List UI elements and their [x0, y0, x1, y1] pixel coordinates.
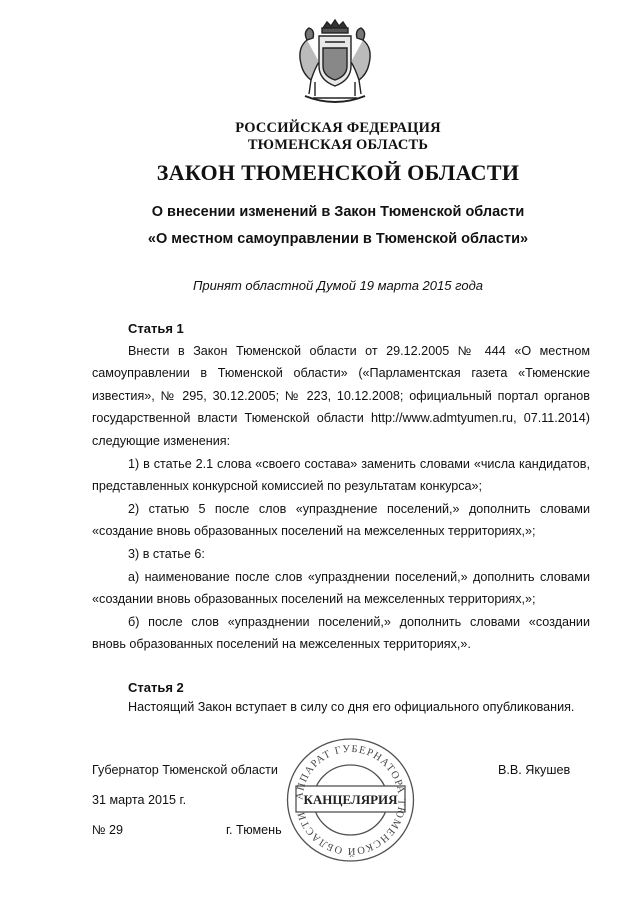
adoption-note: Принят областной Думой 19 марта 2015 года [193, 278, 483, 293]
country-title: РОССИЙСКАЯ ФЕДЕРАЦИЯ [235, 120, 441, 136]
office-stamp [283, 735, 418, 865]
article-1-intro: Внести в Закон Тюменской области от 29.12.2005 № 444 «О местном самоуправлении в Тюменской области» («Парламентская газета «Тюменские известия», № 295, 30.12.2005; № 223, 10.12.2008; официальный портал органов государственной власти Тюменской области http://www.admtyumen.ru, 07.11.2014) следующие изменения: [92, 344, 590, 448]
amendment-item-3a: а) наименование после слов «упразднении поселений,» дополнить словами «создании вновь образованных поселений на межселенных территориях,»; [92, 570, 590, 607]
amendment-item-2: 2) статью 5 после слов «упразднение поселений,» дополнить словами «создание вновь образованных поселений на межселенных территориях,»; [92, 502, 590, 539]
governor-title: Губернатор Тюменской области [92, 763, 278, 777]
signing-city: г. Тюмень [226, 823, 282, 837]
signing-date: 31 марта 2015 г. [92, 793, 187, 807]
law-title: ЗАКОН ТЮМЕНСКОЙ ОБЛАСТИ [156, 160, 520, 185]
coat-of-arms-icon [285, 18, 385, 110]
governor-name: В.В. Якушев [498, 763, 571, 777]
law-subtitle-line-1: О внесении изменений в Закон Тюменской области [151, 204, 525, 220]
law-number: № 29 [92, 823, 124, 837]
amendment-item-1: 1) в статье 2.1 слова «своего состава» заменить словами «числа кандидатов, представленных конкурсной комиссией по результатам конкурса»; [92, 457, 590, 494]
article-2-text: Настоящий Закон вступает в силу со дня его официального опубликования. [128, 700, 575, 714]
region-title: ТЮМЕНСКАЯ ОБЛАСТЬ [247, 137, 429, 153]
stamp-ring-text: АППАРАТ ГУБЕРНАТОРА ТЮМЕНСКОЙ ОБЛАСТИ [294, 743, 407, 857]
stamp-center-text: КАНЦЕЛЯРИЯ [303, 792, 398, 807]
article-2-heading: Статья 2 [128, 680, 184, 695]
amendment-item-3b: б) после слов «упразднении поселений,» дополнить словами «создании вновь образованных поселений на межселенных территориях,». [92, 615, 590, 652]
article-1-heading: Статья 1 [128, 321, 184, 336]
law-subtitle-line-2: «О местном самоуправлении в Тюменской области» [147, 231, 529, 247]
amendment-item-3: 3) в статье 6: [128, 547, 205, 561]
